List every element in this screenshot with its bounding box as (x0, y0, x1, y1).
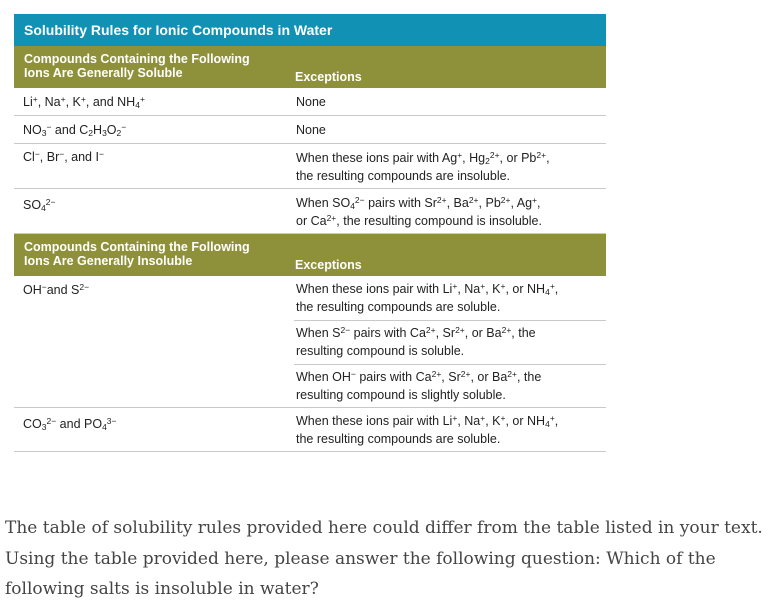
soluble-exceptions-header: Exceptions (295, 70, 362, 84)
ions-cell: $CO_3^{2-}$ and $PO_4^{3-}$ (23, 416, 117, 432)
table-row (14, 144, 606, 189)
question-text: The table of solubility rules provided here could differ from the table listed in your text. Using the table provided here, please answer the following question: Which of the following salts is insoluble in water? (5, 518, 763, 599)
exception-cell: When these ions pair with Ag+, $Hg_2^{2+}$, or $Pb^{2+}$, the resulting compounds are insoluble. (296, 150, 550, 183)
exception-cell: When these ions pair with Li+, Na+, K+, or $NH_4^+$, the resulting compounds are soluble. (296, 281, 559, 314)
soluble-header-label: Compounds Containing the Following Ions Are Generally Soluble (24, 52, 250, 80)
ions-cell: Li+, Na+, K+, and $NH_4^+$ (23, 94, 145, 110)
insoluble-section-header (14, 234, 606, 276)
exception-cell: When $SO_4^{2-}$ pairs with $Sr^{2+}$, $Ba^{2+}$, $Pb^{2+}$, Ag+, or $Ca^{2+}$, the resulting compound is insoluble. (296, 195, 542, 228)
divider (294, 364, 606, 365)
insoluble-header-label: Compounds Containing the Following Ions Are Generally Insoluble (24, 240, 250, 268)
insoluble-exceptions-header: Exceptions (295, 258, 362, 272)
table-row (14, 88, 606, 116)
ions-cell: $NO_3^-$ and $C_2H_3O_2^-$ (23, 122, 127, 138)
solubility-rules-table (14, 14, 606, 452)
ions-cell: Cl−, Br−, and I− (23, 149, 104, 164)
ions-cell: OH−and $S^{2-}$ (23, 282, 90, 297)
table-row (14, 408, 606, 452)
exception-cell: When OH− pairs with $Ca^{2+}$, $Sr^{2+}$, or $Ba^{2+}$, the resulting compound is slightly soluble. (296, 369, 542, 402)
divider (294, 320, 606, 321)
exception-cell: When these ions pair with Li+, Na+, K+, or $NH_4^+$, the resulting compounds are soluble. (296, 413, 559, 446)
exception-cell: None (296, 123, 326, 137)
ions-cell: $SO_4^{2-}$ (23, 197, 56, 213)
exception-cell: When $S^{2-}$ pairs with $Ca^{2+}$, $Sr^{2+}$, or $Ba^{2+}$, the resulting compound is soluble. (296, 325, 536, 358)
table-row (14, 189, 606, 234)
table-title: Solubility Rules for Ionic Compounds in Water (14, 14, 606, 46)
table-row (14, 276, 606, 408)
exception-cell: None (296, 95, 326, 109)
table-row (14, 116, 606, 144)
soluble-section-header (14, 46, 606, 88)
